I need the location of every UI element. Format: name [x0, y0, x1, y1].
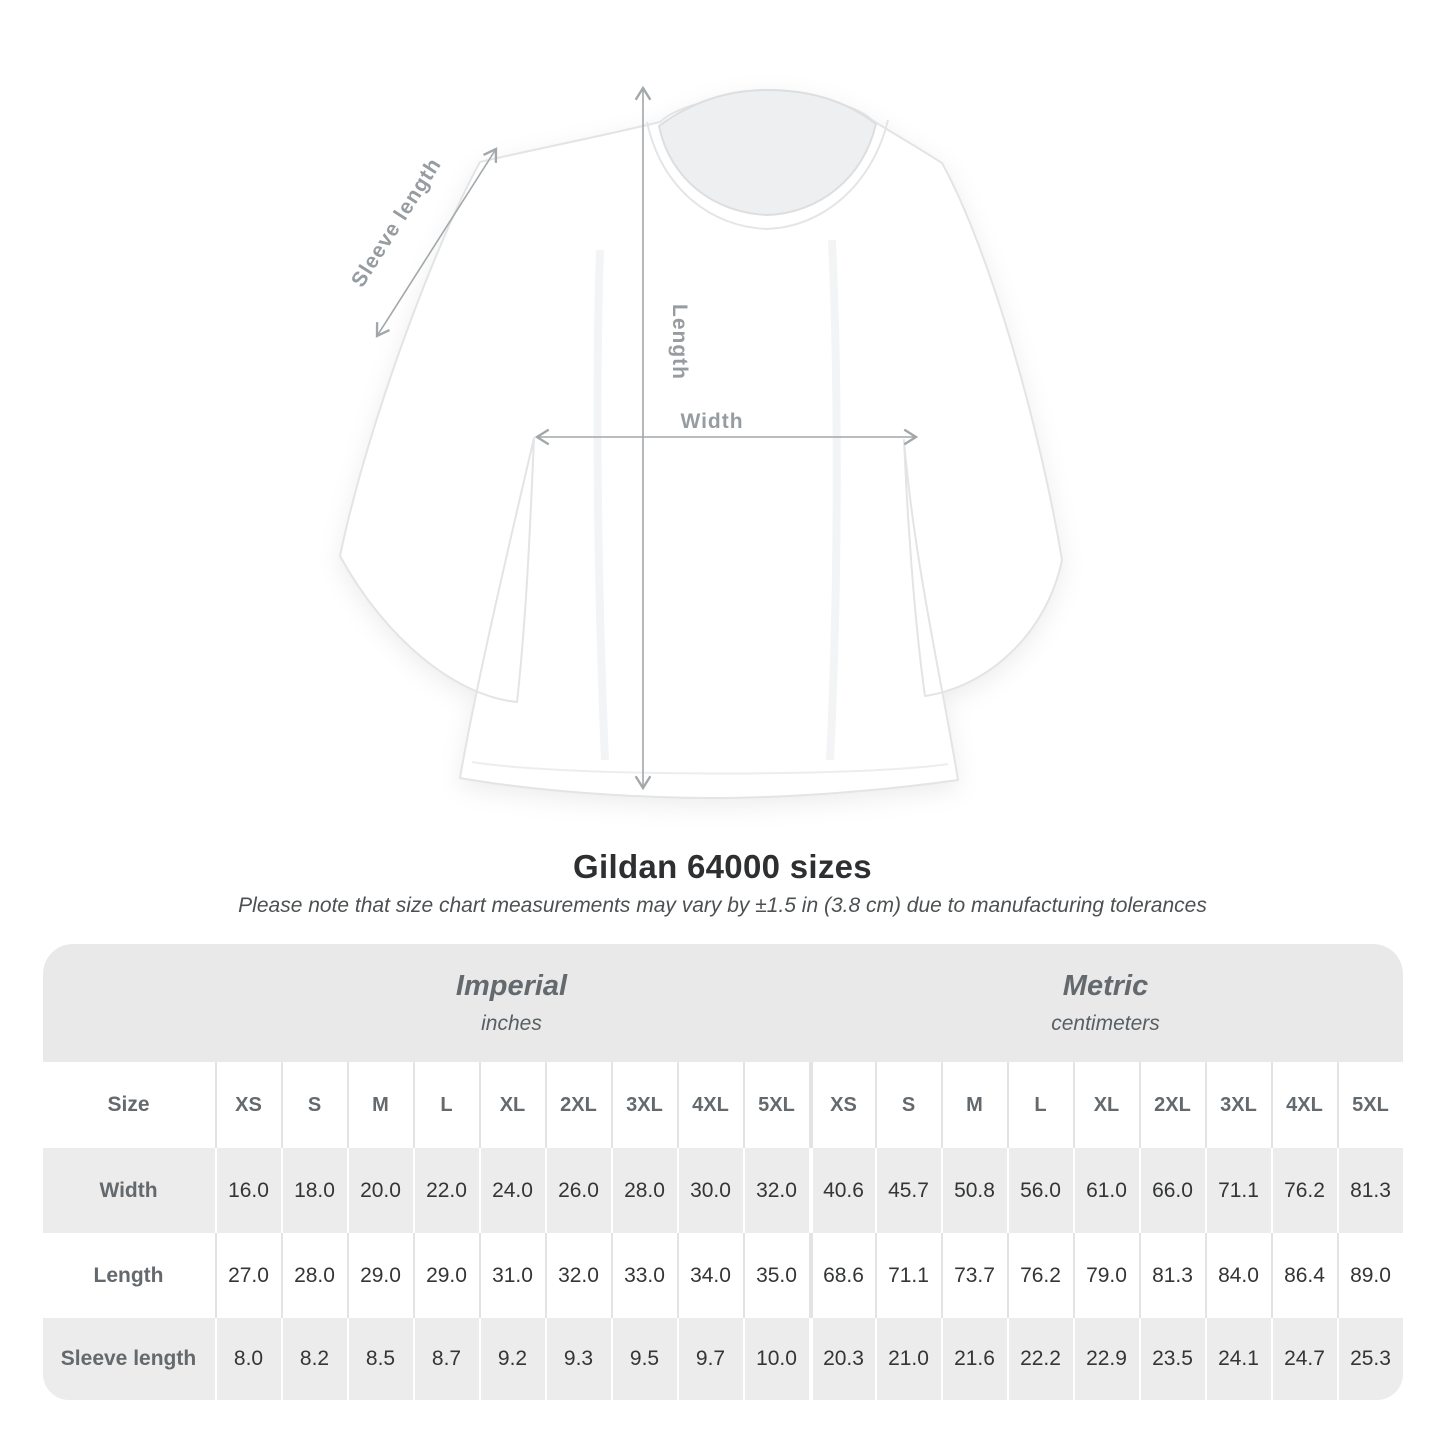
table-cell: 45.7	[875, 1148, 941, 1233]
metric-unit: centimeters	[1051, 1012, 1160, 1035]
imperial-header	[215, 944, 809, 1062]
size-header-cell: M	[941, 1062, 1007, 1148]
size-header-cell: 2XL	[1139, 1062, 1205, 1148]
table-cell: 32.0	[743, 1148, 809, 1233]
table-cell: 22.0	[413, 1148, 479, 1233]
row-label: Width	[99, 1178, 158, 1202]
table-cell: 32.0	[545, 1233, 611, 1318]
size-header-cell: 3XL	[1205, 1062, 1271, 1148]
table-row-width	[43, 1148, 1403, 1233]
table-cell: 8.7	[413, 1318, 479, 1400]
page-title: Gildan 64000 sizes	[573, 848, 872, 885]
size-header-cell: M	[347, 1062, 413, 1148]
table-cell: 30.0	[677, 1148, 743, 1233]
table-cell: 21.0	[875, 1318, 941, 1400]
table-cell: 31.0	[479, 1233, 545, 1318]
table-cell: 86.4	[1271, 1233, 1337, 1318]
table-cell: 33.0	[611, 1233, 677, 1318]
size-header-cell: 5XL	[743, 1062, 809, 1148]
table-cell: 71.1	[1205, 1148, 1271, 1233]
table-cell: 81.3	[1337, 1148, 1403, 1233]
table-cell: 71.1	[875, 1233, 941, 1318]
tshirt-body	[340, 96, 1062, 799]
table-cell: 76.2	[1007, 1233, 1073, 1318]
size-header-cell: XS	[809, 1062, 875, 1148]
table-cell: 35.0	[743, 1233, 809, 1318]
table-cell: 10.0	[743, 1318, 809, 1400]
table-cell: 61.0	[1073, 1148, 1139, 1233]
size-header-cell: S	[281, 1062, 347, 1148]
table-cell: 21.6	[941, 1318, 1007, 1400]
size-header-cell: S	[875, 1062, 941, 1148]
table-cell: 76.2	[1271, 1148, 1337, 1233]
size-header-row	[43, 1062, 1403, 1148]
size-header-cell: XL	[1073, 1062, 1139, 1148]
table-cell: 16.0	[215, 1148, 281, 1233]
size-header-cell: XS	[215, 1062, 281, 1148]
table-cell: 73.7	[941, 1233, 1007, 1318]
table-cell: 24.7	[1271, 1318, 1337, 1400]
size-header-cell: L	[1007, 1062, 1073, 1148]
width-label: Width	[680, 410, 744, 433]
table-cell: 81.3	[1139, 1233, 1205, 1318]
sleeve-length-label: Sleeve length	[346, 153, 447, 292]
size-row-label: Size	[107, 1093, 150, 1116]
size-header-cell: XL	[479, 1062, 545, 1148]
row-label: Length	[93, 1263, 164, 1287]
imperial-title: Imperial	[455, 970, 568, 1002]
table-cell: 8.2	[281, 1318, 347, 1400]
table-cell: 23.5	[1139, 1318, 1205, 1400]
table-cell: 8.0	[215, 1318, 281, 1400]
table-cell: 29.0	[413, 1233, 479, 1318]
table-cell: 26.0	[545, 1148, 611, 1233]
table-cell: 34.0	[677, 1233, 743, 1318]
table-cell: 28.0	[611, 1148, 677, 1233]
table-row-length	[43, 1233, 1403, 1318]
size-header-cell: 5XL	[1337, 1062, 1403, 1148]
table-cell: 84.0	[1205, 1233, 1271, 1318]
table-cell: 28.0	[281, 1233, 347, 1318]
table-cell: 79.0	[1073, 1233, 1139, 1318]
unit-header-band	[43, 944, 1403, 1062]
imperial-unit: inches	[481, 1012, 542, 1035]
size-header-cell: 2XL	[545, 1062, 611, 1148]
table-cell: 9.5	[611, 1318, 677, 1400]
metric-title: Metric	[1062, 970, 1149, 1002]
table-cell: 29.0	[347, 1233, 413, 1318]
table-cell: 56.0	[1007, 1148, 1073, 1233]
table-cell: 24.1	[1205, 1318, 1271, 1400]
table-cell: 22.2	[1007, 1318, 1073, 1400]
table-cell: 68.6	[809, 1233, 875, 1318]
size-header-cell: 4XL	[1271, 1062, 1337, 1148]
table-cell: 40.6	[809, 1148, 875, 1233]
size-header-cell: 3XL	[611, 1062, 677, 1148]
table-row-sleeve-length	[43, 1318, 1403, 1400]
table-cell: 89.0	[1337, 1233, 1403, 1318]
table-cell: 18.0	[281, 1148, 347, 1233]
tshirt-illustration	[340, 90, 1062, 798]
table-cell: 20.0	[347, 1148, 413, 1233]
row-label: Sleeve length	[60, 1347, 197, 1370]
table-cell: 8.5	[347, 1318, 413, 1400]
size-header-cell: 4XL	[677, 1062, 743, 1148]
table-cell: 24.0	[479, 1148, 545, 1233]
size-table	[43, 944, 1403, 1400]
length-label: Length	[668, 304, 691, 380]
table-cell: 27.0	[215, 1233, 281, 1318]
table-cell: 50.8	[941, 1148, 1007, 1233]
table-cell: 25.3	[1337, 1318, 1403, 1400]
table-cell: 66.0	[1139, 1148, 1205, 1233]
table-cell: 9.2	[479, 1318, 545, 1400]
table-cell: 20.3	[809, 1318, 875, 1400]
tolerance-note: Please note that size chart measurements may vary by ±1.5 in (3.8 cm) due to manufacturing tolerances	[238, 894, 1207, 917]
table-cell: 22.9	[1073, 1318, 1139, 1400]
size-header-cell: L	[413, 1062, 479, 1148]
table-cell: 9.7	[677, 1318, 743, 1400]
table-cell: 9.3	[545, 1318, 611, 1400]
metric-header	[809, 944, 1403, 1062]
